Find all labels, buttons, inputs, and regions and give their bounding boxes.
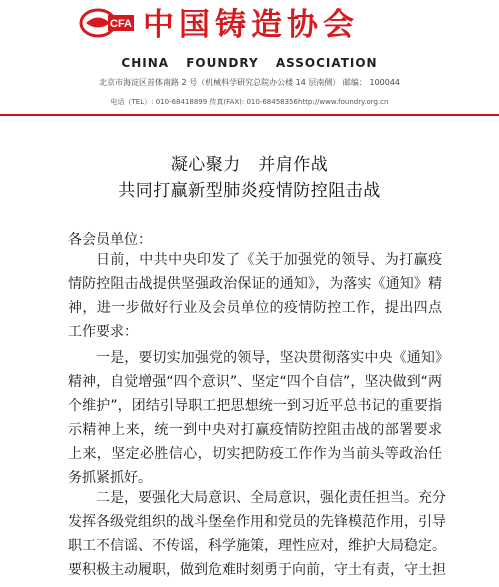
body-paragraph-line: 发挥各级党组织的战斗堡垒作用和党员的先锋模范作用，引导 [68, 514, 446, 530]
org-name-en-word: ASSOCIATION [275, 56, 378, 70]
cfa-logo-icon [78, 8, 136, 38]
org-name-cn: 中国铸造协会 [143, 7, 359, 43]
org-contact: 电话（TEL）: 010-68418899 传真(FAX): 010-68458356http://www.foundry.org.cn [110, 98, 389, 106]
body-paragraph: 日前，中共中央印发了《关于加强党的领导、为打赢疫情防控阻击战提供坚强政治保证的通知》，为落实《通知》精神，进一步做好行业及会员单位的疫情防控工作，提出四点工作要求： [68, 252, 442, 340]
body-paragraph-line: 要积极主动履职，做到危难时刻勇于向前，守土有责，守土担 [68, 562, 446, 578]
document-title-line-1: 凝心聚力 并肩作战 [170, 155, 329, 175]
salutation: 各会员单位： [68, 232, 152, 248]
document-title-line-2: 共同打赢新型肺炎疫情防控阻击战 [118, 181, 381, 201]
body-paragraph-line: 职工不信谣、不传谣，科学施策，理性应对，维护大局稳定。 [68, 538, 446, 554]
org-name-en-word: CHINA [121, 56, 170, 70]
letterhead [0, 0, 499, 118]
letterhead-divider [0, 114, 499, 116]
org-name-en-word: FOUNDRY [186, 56, 259, 70]
body-paragraph: 一是，要切实加强党的领导，坚决贯彻落实中央《通知》精神，自觉增强“四个意识”、坚定“四个自信”，坚决做到“两个维护”，团结引导职工把思想统一到习近平总书记的重要指示精神上来，统一到中央对打赢疫情防控阻击战的部署要求上来，坚定必胜信心，切实把防疫工作作为当前头等政治任务抓紧抓好。 [68, 350, 442, 486]
org-address: 北京市海淀区首体南路 2 号（机械科学研究总院办公楼 14 层南侧） 邮编： 100044 [98, 78, 401, 87]
org-name-en [0, 56, 499, 70]
body-paragraph-line: 二是，要强化大局意识、全局意识，强化责任担当。充分 [68, 490, 446, 506]
logo-text: CFA [110, 18, 132, 30]
